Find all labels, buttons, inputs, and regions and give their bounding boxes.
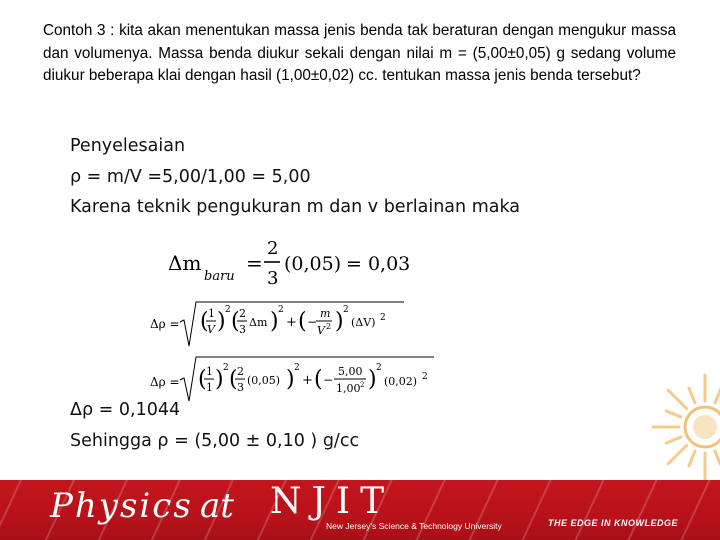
svg-text:): ) bbox=[215, 367, 224, 392]
subscript-baru: baru bbox=[204, 269, 235, 284]
njit-logo: NJIT bbox=[270, 481, 395, 522]
arg2: (0,02) bbox=[384, 375, 418, 388]
svg-text:(: ( bbox=[231, 309, 240, 334]
sun-ray bbox=[689, 388, 695, 403]
svg-text:): ) bbox=[286, 367, 295, 392]
delta-m-symbol: Δm bbox=[168, 251, 202, 275]
sun-ray bbox=[666, 411, 681, 417]
m: m bbox=[320, 307, 331, 320]
solution-heading: Penyelesaian bbox=[70, 136, 186, 156]
footer-band bbox=[0, 480, 720, 540]
V-exp: 2 bbox=[326, 322, 332, 331]
footer-tagline: THE EDGE IN KNOWLEDGE bbox=[548, 518, 679, 528]
exp-a: 2 bbox=[225, 305, 231, 315]
two: 2 bbox=[239, 307, 246, 320]
sun-ray bbox=[715, 388, 720, 403]
sun-logo-icon bbox=[650, 372, 720, 482]
exp-c: 2 bbox=[343, 305, 349, 315]
two: 2 bbox=[237, 365, 244, 378]
formula-delta-m-baru bbox=[168, 236, 428, 296]
svg-text:): ) bbox=[368, 367, 377, 392]
minus: − bbox=[307, 315, 318, 329]
formula-delta-rho-general bbox=[146, 298, 406, 358]
dV: (ΔV) bbox=[351, 316, 376, 329]
V2: V bbox=[317, 324, 325, 337]
sun-ray bbox=[689, 451, 695, 466]
problem-statement: Contoh 3 : kita akan menentukan massa jenis benda tak beraturan dengan mengukur massa dan volumenya. Massa benda diukur sekali dengan nilai m = (5,00±0,05) g sedang volume diukur beberapa klai dengan hasil (1,00±0,02) cc. tentukan massa jenis benda tersebut? bbox=[43, 22, 676, 84]
exp-b: 2 bbox=[278, 305, 284, 315]
brand-at: at bbox=[200, 486, 234, 526]
method-note: Karena teknik pengukuran m dan v berlainan maka bbox=[70, 197, 521, 217]
sun-ray bbox=[715, 451, 720, 466]
density-calculation: ρ = m/V =5,00/1,00 = 5,00 bbox=[70, 167, 311, 187]
svg-text:(: ( bbox=[298, 309, 307, 334]
three: 3 bbox=[237, 381, 244, 394]
equals-sign: = bbox=[246, 251, 263, 275]
svg-text:(: ( bbox=[314, 367, 323, 392]
physics-brand: Physics bbox=[50, 486, 193, 526]
svg-text:(: ( bbox=[229, 367, 238, 392]
one-den: 1 bbox=[206, 381, 213, 394]
sun-ray bbox=[668, 390, 686, 408]
num: 5,00 bbox=[338, 365, 363, 378]
den-exp: 2 bbox=[360, 381, 365, 389]
sun-ray bbox=[668, 445, 686, 463]
arg: (0,05) bbox=[247, 374, 281, 387]
fraction-numerator: 2 bbox=[267, 238, 279, 259]
lhs: Δρ = bbox=[150, 317, 180, 331]
one: 1 bbox=[208, 307, 215, 320]
delta-rho-result: Δρ = 0,1044 bbox=[70, 400, 181, 420]
exp-c: 2 bbox=[376, 363, 382, 373]
exp-d: 2 bbox=[380, 313, 386, 323]
svg-text:): ) bbox=[335, 309, 344, 334]
three: 3 bbox=[239, 323, 246, 336]
exp-b: 2 bbox=[294, 363, 300, 373]
den: 1,00 bbox=[336, 382, 361, 395]
svg-text:(: ( bbox=[198, 367, 207, 392]
delta-m-argument: (0,05) bbox=[284, 253, 342, 275]
delta-m-result: = 0,03 bbox=[346, 253, 411, 275]
exp-a: 2 bbox=[223, 363, 229, 373]
minus: − bbox=[323, 373, 334, 387]
lhs: Δρ = bbox=[150, 375, 180, 389]
njit-subtitle: New Jersey's Science & Technology University bbox=[326, 521, 502, 531]
one: 1 bbox=[206, 365, 213, 378]
formula-delta-rho-numeric bbox=[146, 355, 436, 403]
svg-text:(: ( bbox=[200, 309, 209, 334]
final-answer: Sehingga ρ = (5,00 ± 0,10 ) g/cc bbox=[70, 431, 360, 451]
V: V bbox=[207, 323, 215, 336]
svg-text:): ) bbox=[270, 309, 279, 334]
svg-text:): ) bbox=[217, 309, 226, 334]
exp-d: 2 bbox=[422, 372, 428, 382]
dm: Δm bbox=[249, 316, 268, 329]
plus: + bbox=[286, 315, 297, 330]
plus: + bbox=[302, 373, 313, 388]
sun-ray bbox=[666, 437, 681, 443]
fraction-denominator: 3 bbox=[267, 268, 279, 289]
